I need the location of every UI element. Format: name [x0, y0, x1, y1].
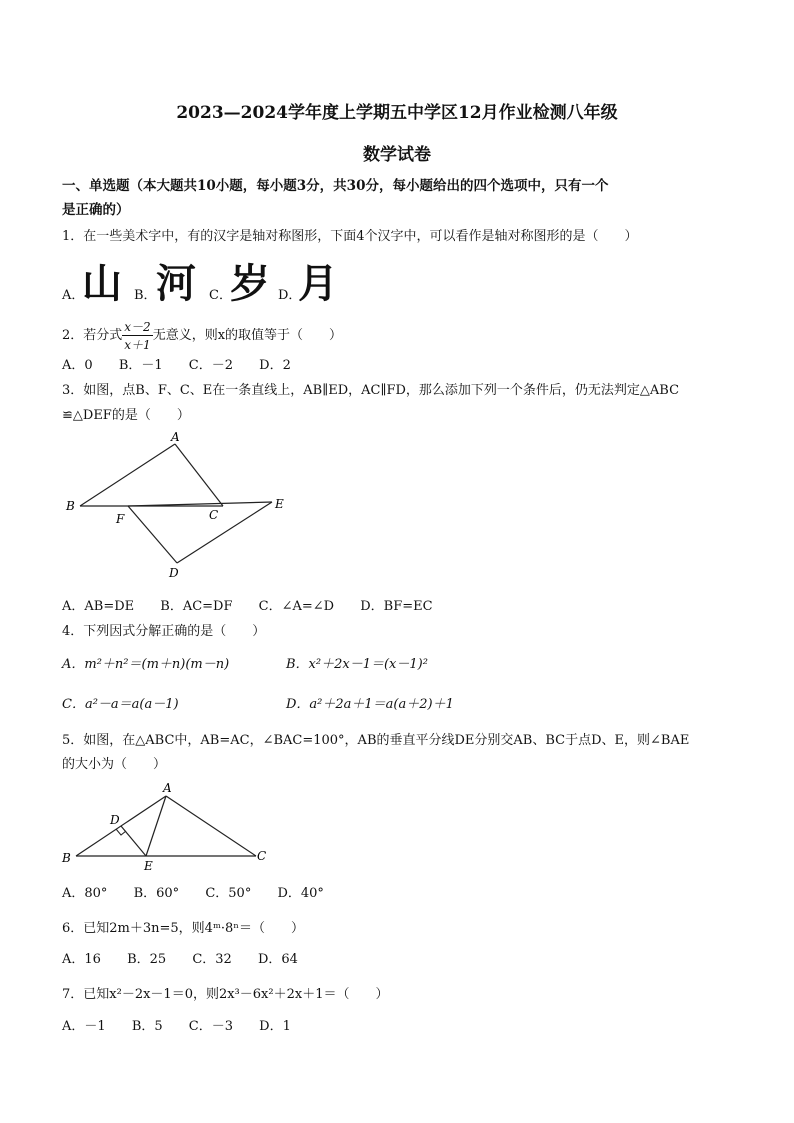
point-label-e: E: [144, 859, 153, 873]
question-2-text: [62, 318, 342, 353]
triangle-figure-q5: [60, 776, 280, 876]
question-5-line2: 的大小为（ ）: [62, 757, 167, 772]
option: D．40°: [277, 886, 324, 901]
option-label: A．: [62, 288, 85, 303]
point-label-d: D: [110, 813, 120, 827]
question-3-line2: ≌△DEF的是（ ）: [62, 408, 190, 423]
question-2-options: [62, 354, 313, 373]
point-label-b: B: [62, 851, 71, 865]
question-5-options: [62, 882, 346, 901]
point-label-f: F: [116, 512, 125, 526]
option: A．16: [62, 952, 101, 967]
question-3-options: [62, 595, 455, 614]
q2-suffix: 无意义，则x的取值等于（ ）: [152, 328, 343, 343]
q2-numerator: x－2: [124, 320, 151, 334]
option: B．60°: [133, 886, 180, 901]
option: B．5: [131, 1019, 163, 1034]
option: D．2: [259, 358, 291, 373]
option-label: D．: [278, 288, 302, 303]
question-6-text: 6．已知2m＋3n=5，则4ᵐ·8ⁿ＝（ ）: [62, 921, 304, 936]
section-heading-line2: 是正确的）: [62, 202, 130, 218]
option: A．80°: [62, 886, 108, 901]
exam-subtitle: 数学试卷: [363, 145, 431, 165]
q2-fraction: [122, 318, 152, 353]
q2-prefix: 2．若分式: [62, 328, 123, 343]
option: C．－3: [188, 1019, 233, 1034]
option: C．－2: [188, 358, 233, 373]
q4-option-b: B．x²＋2x－1＝(x－1)²: [286, 657, 428, 672]
point-label-b: B: [66, 499, 75, 513]
option-label: C．: [209, 288, 232, 303]
point-label-a: A: [171, 430, 180, 444]
point-label-c: C: [209, 508, 219, 522]
q2-denominator: x＋1: [124, 338, 151, 352]
point-label-c: C: [257, 849, 267, 863]
option: C．50°: [205, 886, 252, 901]
point-label-e: E: [275, 497, 284, 511]
option: C．32: [192, 952, 232, 967]
point-label-a: A: [163, 781, 172, 795]
point-label-d: D: [169, 566, 179, 580]
option: A．AB=DE: [62, 599, 135, 614]
option: B．AC=DF: [160, 599, 233, 614]
option-char: 月: [298, 260, 338, 307]
option: D．BF=EC: [360, 599, 433, 614]
option-char: 山: [82, 260, 122, 307]
q4-option-a: A．m²＋n²＝(m＋n)(m－n): [62, 657, 230, 672]
option: C．∠A=∠D: [258, 599, 335, 614]
option: B．－1: [118, 358, 163, 373]
q4-option-c: C．a²－a＝a(a－1): [62, 697, 179, 712]
option: A．－1: [62, 1019, 106, 1034]
question-6-options: [62, 948, 320, 967]
question-7-text: 7．已知x²－2x－1＝0，则2x³－6x²＋2x＋1＝（ ）: [62, 987, 389, 1002]
option: D．64: [257, 952, 298, 967]
option-char: 岁: [230, 260, 270, 307]
q4-option-d: D．a²＋2a＋1＝a(a＋2)＋1: [286, 697, 454, 712]
question-3-line1: 3．如图，点B、F、C、E在一条直线上，AB∥ED，AC∥FD，那么添加下列一个条件后，仍无法判定△ABC: [62, 383, 680, 398]
exam-title: 2023—2024学年度上学期五中学区12月作业检测八年级: [176, 103, 618, 123]
option-char: 河: [156, 260, 196, 307]
question-5-line1: 5．如图，在△ABC中，AB=AC，∠BAC=100°，AB的垂直平分线DE分别交AB、BC于点D、E，则∠BAE: [62, 733, 690, 748]
question-7-options: [62, 1015, 313, 1034]
question-4-text: 4．下列因式分解正确的是（ ）: [62, 624, 266, 639]
question-1-text: 1．在一些美术字中，有的汉字是轴对称图形，下面4个汉字中，可以看作是轴对称图形的是（ ）: [62, 229, 638, 244]
section-heading-line1: 一、单选题（本大题共10小题，每小题3分，共30分，每小题给出的四个选项中，只有一个: [62, 178, 609, 194]
option: B．25: [127, 952, 167, 967]
triangles-figure-q3: [60, 428, 300, 583]
option-label: B．: [134, 288, 157, 303]
option: A．0: [62, 358, 93, 373]
option: D．1: [259, 1019, 291, 1034]
